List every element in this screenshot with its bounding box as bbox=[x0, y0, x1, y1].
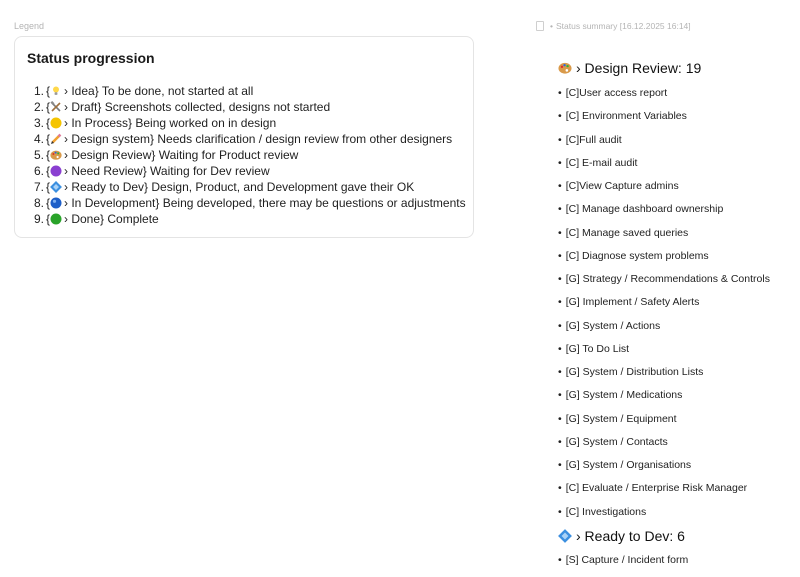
status-summary-item-text: [G] System / Distribution Lists bbox=[565, 366, 704, 378]
legend-title: Status progression bbox=[27, 50, 155, 66]
bullet: • bbox=[558, 226, 562, 239]
status-group-title bbox=[558, 528, 685, 544]
legend-item-brace: { bbox=[46, 116, 51, 130]
status-summary-item[interactable] bbox=[558, 110, 687, 122]
status-summary-item[interactable] bbox=[558, 87, 667, 99]
diamond-icon bbox=[50, 181, 62, 193]
status-summary-item-text: [G] System / Contacts bbox=[565, 435, 668, 448]
status-summary-item-text: [S] Capture / Incident form bbox=[565, 554, 689, 566]
legend-item bbox=[27, 131, 466, 147]
legend-item bbox=[27, 83, 466, 99]
status-group-label: › Design Review: 19 bbox=[576, 60, 702, 76]
bullet: • bbox=[558, 273, 562, 285]
status-summary-item[interactable] bbox=[558, 320, 660, 332]
blue-circle-icon bbox=[50, 197, 62, 209]
status-summary-item-text: [C]Full audit bbox=[565, 133, 622, 146]
status-summary-item[interactable] bbox=[558, 506, 646, 518]
legend-item-number: 6. bbox=[33, 164, 44, 178]
legend-item bbox=[27, 211, 466, 227]
legend-item-brace: { bbox=[46, 100, 51, 114]
document-icon bbox=[536, 21, 544, 31]
legend-item bbox=[27, 115, 466, 131]
bullet: • bbox=[558, 342, 562, 355]
legend-item-text: › Design system} Needs clarification / design review from other designers bbox=[64, 132, 453, 146]
bullet: • bbox=[558, 554, 562, 566]
legend-item bbox=[27, 195, 466, 211]
legend-item-number: 4. bbox=[33, 132, 44, 146]
status-summary-item[interactable] bbox=[558, 203, 723, 215]
legend-item-text: › In Process} Being worked on in design bbox=[64, 116, 277, 130]
bullet: • bbox=[558, 133, 562, 146]
legend-item-brace: { bbox=[46, 212, 51, 226]
status-summary-item-text: [C] Environment Variables bbox=[565, 110, 687, 123]
status-summary-item[interactable] bbox=[558, 366, 703, 378]
status-summary-item-text: [G] System / Organisations bbox=[565, 459, 692, 471]
status-summary-item[interactable] bbox=[558, 459, 691, 471]
legend-label: Legend bbox=[14, 21, 45, 31]
bullet: • bbox=[558, 412, 562, 425]
status-summary-item-text: [C] Evaluate / Enterprise Risk Manager bbox=[565, 482, 748, 495]
bullet: • bbox=[558, 203, 562, 216]
status-summary-item[interactable] bbox=[558, 482, 747, 494]
legend-item-text: › Design Review} Waiting for Product review bbox=[64, 148, 299, 162]
legend-item-text: › Idea} To be done, not started at all bbox=[64, 84, 254, 98]
bullet: • bbox=[558, 459, 562, 471]
status-summary-item-text: [G] System / Equipment bbox=[565, 412, 677, 425]
legend-item-brace: { bbox=[46, 164, 51, 178]
legend-item-number: 5. bbox=[33, 148, 44, 162]
status-summary-item-text: [C] Manage dashboard ownership bbox=[565, 203, 724, 216]
status-summary-item-text: [G] System / Medications bbox=[565, 389, 683, 402]
bullet: • bbox=[558, 110, 562, 123]
status-summary-item[interactable] bbox=[558, 413, 677, 425]
legend-item-brace: { bbox=[46, 196, 51, 210]
legend-item-brace: { bbox=[46, 180, 51, 194]
legend-item-number: 8. bbox=[33, 196, 44, 210]
status-summary-item-text: [C] E-mail audit bbox=[565, 156, 638, 169]
status-summary-item[interactable] bbox=[558, 296, 699, 308]
legend-item-text: › Draft} Screenshots collected, designs not started bbox=[64, 100, 331, 114]
bullet: • bbox=[558, 296, 562, 309]
bullet: • bbox=[558, 435, 562, 448]
status-summary-item-text: [G] System / Actions bbox=[565, 319, 661, 332]
status-summary-item-text: [G] To Do List bbox=[565, 342, 630, 355]
summary-header-text: Status summary [16.12.2025 16:14] bbox=[555, 21, 691, 31]
status-summary-item-text: [C] Investigations bbox=[565, 505, 647, 518]
pencil-icon bbox=[50, 133, 62, 145]
legend-item-number: 3. bbox=[33, 116, 44, 130]
legend-list bbox=[27, 83, 466, 227]
legend-item-number: 1. bbox=[33, 84, 44, 98]
legend-item-number: 2. bbox=[33, 100, 44, 114]
status-summary-item[interactable] bbox=[558, 227, 688, 239]
bullet: • bbox=[558, 156, 562, 169]
bullet: • bbox=[558, 180, 562, 192]
legend-item bbox=[27, 147, 466, 163]
status-summary-item-text: [G] Implement / Safety Alerts bbox=[565, 296, 700, 309]
legend-item-number: 7. bbox=[33, 180, 44, 194]
yellow-circle-icon bbox=[50, 117, 62, 129]
status-summary-item-text: [C] Manage saved queries bbox=[565, 226, 689, 239]
bullet: • bbox=[558, 366, 562, 378]
status-summary-item-text: [C]View Capture admins bbox=[565, 180, 679, 192]
status-summary-item[interactable] bbox=[558, 436, 668, 448]
palette-icon bbox=[50, 149, 62, 161]
green-circle-icon bbox=[50, 213, 62, 225]
summary-header-dot: • bbox=[550, 21, 553, 31]
legend-item-text: › Need Review} Waiting for Dev review bbox=[64, 164, 270, 178]
legend-item-brace: { bbox=[46, 84, 51, 98]
status-group-title bbox=[558, 60, 701, 76]
diamond-icon bbox=[558, 529, 572, 543]
status-summary-item[interactable] bbox=[558, 389, 682, 401]
status-summary-item[interactable] bbox=[558, 250, 709, 262]
legend-item-brace: { bbox=[46, 132, 51, 146]
legend-item bbox=[27, 99, 466, 115]
status-summary-item[interactable] bbox=[558, 134, 622, 146]
status-summary-item[interactable] bbox=[558, 343, 629, 355]
hammer-wrench-icon bbox=[50, 101, 62, 113]
legend-item-text: › Done} Complete bbox=[64, 212, 159, 226]
status-group-label: › Ready to Dev: 6 bbox=[576, 528, 685, 544]
legend-item bbox=[27, 163, 466, 179]
status-summary-item[interactable] bbox=[558, 273, 770, 285]
bullet: • bbox=[558, 505, 562, 518]
lightbulb-icon bbox=[50, 85, 62, 97]
bullet: • bbox=[558, 319, 562, 332]
status-summary-item-text: [G] Strategy / Recommendations & Controls bbox=[565, 273, 770, 285]
legend-item-brace: { bbox=[46, 148, 51, 162]
purple-circle-icon bbox=[50, 165, 62, 177]
palette-icon bbox=[558, 61, 572, 75]
status-summary-item-text: [C] Diagnose system problems bbox=[565, 249, 709, 262]
bullet: • bbox=[558, 249, 562, 262]
legend-item-text: › In Development} Being developed, there may be questions or adjustments bbox=[64, 196, 466, 210]
status-summary-item-text: [C]User access report bbox=[565, 87, 668, 99]
legend-item-text: › Ready to Dev} Design, Product, and Development gave their OK bbox=[64, 180, 415, 194]
summary-header bbox=[536, 21, 691, 31]
legend-item-number: 9. bbox=[33, 212, 44, 226]
bullet: • bbox=[558, 389, 562, 402]
legend-card bbox=[14, 36, 474, 238]
status-summary-item[interactable] bbox=[558, 180, 679, 192]
status-summary-item[interactable] bbox=[558, 554, 688, 566]
bullet: • bbox=[558, 482, 562, 495]
bullet: • bbox=[558, 87, 562, 99]
legend-item bbox=[27, 179, 466, 195]
status-summary-item[interactable] bbox=[558, 157, 637, 169]
